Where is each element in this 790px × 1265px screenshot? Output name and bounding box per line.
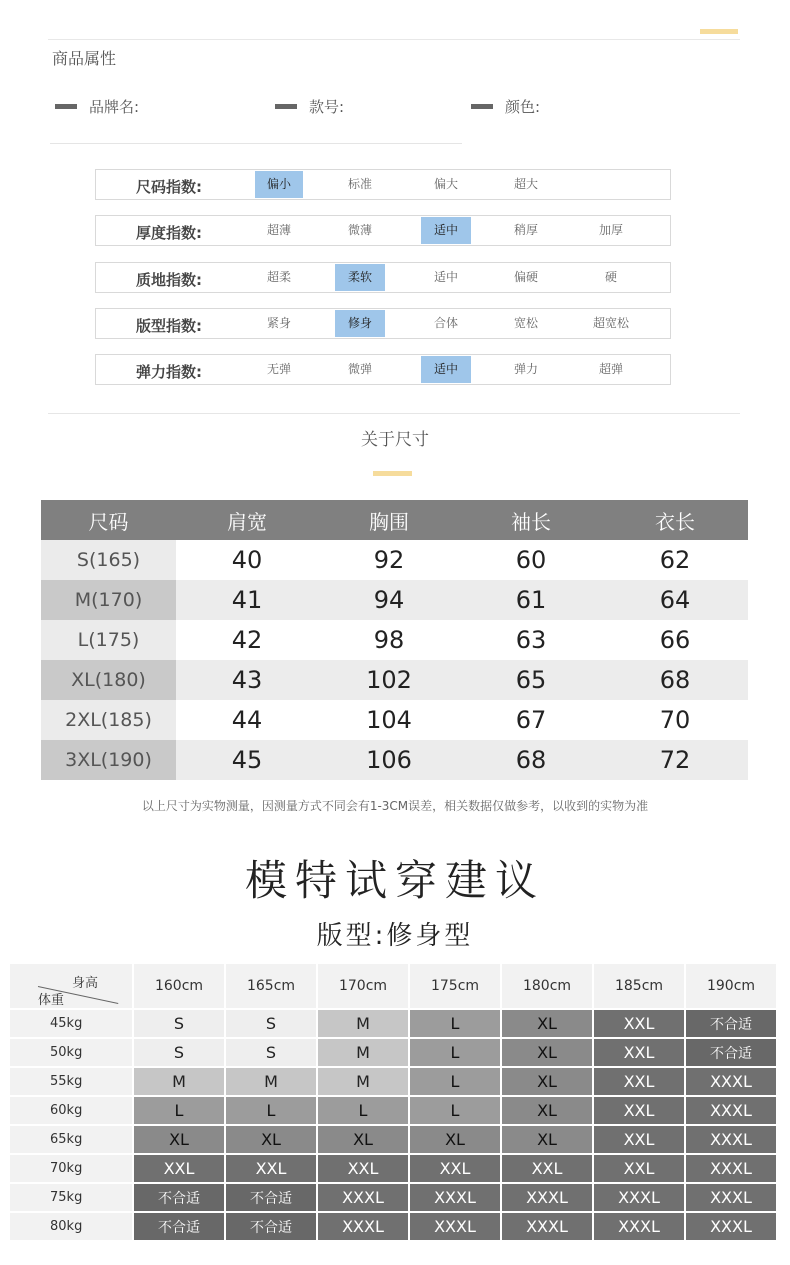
index-option: 宽松 xyxy=(513,316,538,330)
fit-size-cell: XXL xyxy=(134,1155,224,1182)
height-header-cell: 170cm xyxy=(318,964,408,1008)
size-header-cell: 胸围 xyxy=(369,509,409,534)
size-value-cell: 68 xyxy=(659,666,691,694)
weight-label-cell: 45kg xyxy=(10,1010,132,1037)
size-value-cell: 40 xyxy=(231,546,263,574)
size-value-cell: 60 xyxy=(515,546,547,574)
fit-size-cell: S xyxy=(226,1039,316,1066)
weight-label-cell: 60kg xyxy=(10,1097,132,1124)
fit-size-cell: M xyxy=(318,1039,408,1066)
size-value-cell: 68 xyxy=(515,746,547,774)
attr-color: 颜色: xyxy=(471,96,540,117)
model-table-corner xyxy=(10,964,132,1008)
index-row xyxy=(95,169,671,200)
size-value-cell: 106 xyxy=(366,746,412,774)
fit-size-cell: M xyxy=(318,1068,408,1095)
index-option: 硬 xyxy=(604,270,617,284)
size-value-cell: 67 xyxy=(515,706,547,734)
index-option-selected: 柔软 xyxy=(335,264,385,291)
weight-label-cell: 80kg xyxy=(10,1213,132,1240)
model-table-row xyxy=(10,1126,778,1153)
index-option-selected: 偏小 xyxy=(255,171,303,198)
fit-size-cell: XXL xyxy=(594,1010,684,1037)
fit-size-cell: XXL xyxy=(594,1068,684,1095)
corner-height-label: 身高 xyxy=(72,976,99,991)
size-value-cell: 65 xyxy=(515,666,547,694)
size-label-cell: S(165) xyxy=(41,540,176,580)
section-accent-bar xyxy=(373,471,412,476)
fit-size-cell: L xyxy=(410,1010,500,1037)
fit-size-cell: L xyxy=(134,1097,224,1124)
fit-size-cell: XXXL xyxy=(318,1184,408,1211)
index-option: 微弹 xyxy=(347,362,372,376)
model-table-row xyxy=(10,1010,778,1037)
attributes-title: 商品属性 xyxy=(52,49,117,68)
size-table-row xyxy=(41,740,748,780)
fit-size-cell: XL xyxy=(226,1126,316,1153)
size-note: 以上尺寸为实物测量，因测量方式不同会有1-3CM误差，相关数据仅做参考，以收到的实物为准 xyxy=(141,799,649,813)
index-option: 超薄 xyxy=(266,223,291,237)
size-value-cell: 102 xyxy=(366,666,412,694)
attr-style-no: 款号: xyxy=(275,96,344,117)
attributes-divider xyxy=(50,143,462,144)
size-table-body xyxy=(41,540,748,780)
index-label: 弹力指数: xyxy=(136,363,202,381)
index-option: 加厚 xyxy=(598,223,623,237)
index-label: 尺码指数: xyxy=(136,178,202,196)
fit-size-cell: XL xyxy=(134,1126,224,1153)
model-table-row xyxy=(10,1213,778,1240)
fit-size-cell: XXXL xyxy=(686,1097,776,1124)
fit-size-cell: S xyxy=(226,1010,316,1037)
fit-size-cell: XL xyxy=(502,1039,592,1066)
size-value-cell: 104 xyxy=(366,706,412,734)
index-option-selected: 适中 xyxy=(421,356,471,383)
weight-label-cell: 50kg xyxy=(10,1039,132,1066)
model-table-header xyxy=(10,964,778,1008)
size-value-cell: 66 xyxy=(659,626,691,654)
size-value-cell: 64 xyxy=(659,586,691,614)
size-table-header xyxy=(41,500,748,540)
index-option: 超弹 xyxy=(598,362,623,376)
size-label-cell: 2XL(185) xyxy=(41,700,176,740)
model-subtitle: 版型:修身型 xyxy=(316,921,474,951)
section-divider xyxy=(48,413,740,414)
fit-size-cell: XXL xyxy=(318,1155,408,1182)
top-divider xyxy=(48,39,740,40)
index-row xyxy=(95,215,671,246)
fit-size-cell: XXXL xyxy=(410,1184,500,1211)
size-value-cell: 70 xyxy=(659,706,691,734)
weight-label-cell: 55kg xyxy=(10,1068,132,1095)
height-header-cell: 165cm xyxy=(226,964,316,1008)
dash-icon xyxy=(275,104,297,109)
size-label-cell: 3XL(190) xyxy=(41,740,176,780)
index-option: 超柔 xyxy=(266,270,291,284)
size-table-row xyxy=(41,620,748,660)
size-value-cell: 94 xyxy=(373,586,405,614)
size-header-cell: 衣长 xyxy=(655,509,695,534)
index-option: 紧身 xyxy=(266,316,291,330)
index-option: 稍厚 xyxy=(513,223,538,237)
dash-icon xyxy=(471,104,493,109)
index-option-selected: 修身 xyxy=(335,310,385,337)
fit-size-cell: XL xyxy=(502,1097,592,1124)
size-table-row xyxy=(41,700,748,740)
fit-size-cell: XL xyxy=(502,1126,592,1153)
weight-label-cell: 65kg xyxy=(10,1126,132,1153)
index-option: 适中 xyxy=(433,270,458,284)
index-label: 厚度指数: xyxy=(136,224,202,242)
fit-size-cell: XXL xyxy=(594,1126,684,1153)
top-accent-bar xyxy=(700,29,738,34)
index-label: 版型指数: xyxy=(136,317,202,335)
fit-size-cell: L xyxy=(226,1097,316,1124)
size-value-cell: 72 xyxy=(659,746,691,774)
fit-size-cell: XXXL xyxy=(594,1184,684,1211)
index-option: 合体 xyxy=(433,316,458,330)
fit-size-cell: 不合适 xyxy=(226,1184,316,1211)
index-option: 弹力 xyxy=(513,362,538,376)
weight-label-cell: 70kg xyxy=(10,1155,132,1182)
fit-size-cell: XXXL xyxy=(686,1126,776,1153)
index-option: 标准 xyxy=(347,177,372,191)
fit-size-cell: M xyxy=(226,1068,316,1095)
size-label-cell: L(175) xyxy=(41,620,176,660)
fit-size-cell: XL xyxy=(318,1126,408,1153)
model-table-row xyxy=(10,1068,778,1095)
model-title: 模特试穿建议 xyxy=(244,856,545,905)
index-row xyxy=(95,262,671,293)
size-value-cell: 43 xyxy=(231,666,263,694)
size-value-cell: 42 xyxy=(231,626,263,654)
index-option: 超大 xyxy=(513,177,538,191)
dash-icon xyxy=(55,104,77,109)
fit-size-cell: XXL xyxy=(410,1155,500,1182)
model-fit-table xyxy=(10,964,778,1240)
fit-size-cell: 不合适 xyxy=(134,1184,224,1211)
fit-size-cell: XXL xyxy=(594,1097,684,1124)
height-header-cell: 180cm xyxy=(502,964,592,1008)
height-header-cell: 185cm xyxy=(594,964,684,1008)
fit-size-cell: M xyxy=(134,1068,224,1095)
size-value-cell: 41 xyxy=(231,586,263,614)
fit-size-cell: XXXL xyxy=(594,1213,684,1240)
size-value-cell: 92 xyxy=(373,546,405,574)
fit-size-cell: 不合适 xyxy=(686,1010,776,1037)
fit-size-cell: XXXL xyxy=(318,1213,408,1240)
fit-size-cell: S xyxy=(134,1039,224,1066)
weight-label-cell: 75kg xyxy=(10,1184,132,1211)
size-value-cell: 45 xyxy=(231,746,263,774)
size-header-cell: 肩宽 xyxy=(227,509,267,534)
fit-size-cell: L xyxy=(410,1097,500,1124)
fit-size-cell: XXL xyxy=(502,1155,592,1182)
fit-size-cell: M xyxy=(318,1010,408,1037)
model-table-body xyxy=(10,1010,778,1240)
model-table-row xyxy=(10,1097,778,1124)
index-row xyxy=(95,354,671,385)
size-value-cell: 62 xyxy=(659,546,691,574)
size-table-row xyxy=(41,580,748,620)
size-value-cell: 61 xyxy=(515,586,547,614)
fit-size-cell: XXXL xyxy=(502,1213,592,1240)
fit-size-cell: 不合适 xyxy=(686,1039,776,1066)
height-header-cell: 160cm xyxy=(134,964,224,1008)
size-section-title: 关于尺寸 xyxy=(361,430,429,450)
model-table-row xyxy=(10,1155,778,1182)
fit-size-cell: XL xyxy=(502,1010,592,1037)
attr-brand: 品牌名: xyxy=(55,96,139,117)
index-option-selected: 适中 xyxy=(421,217,471,244)
size-value-cell: 98 xyxy=(373,626,405,654)
index-label: 质地指数: xyxy=(136,271,202,289)
fit-size-cell: XXXL xyxy=(502,1184,592,1211)
fit-size-cell: XXL xyxy=(594,1155,684,1182)
model-table-row xyxy=(10,1039,778,1066)
fit-size-cell: S xyxy=(134,1010,224,1037)
model-table-row xyxy=(10,1184,778,1211)
fit-size-cell: XL xyxy=(410,1126,500,1153)
fit-size-cell: XL xyxy=(502,1068,592,1095)
fit-size-cell: L xyxy=(410,1039,500,1066)
size-table-row xyxy=(41,660,748,700)
corner-weight-label: 体重 xyxy=(38,993,65,1008)
size-label-cell: XL(180) xyxy=(41,660,176,700)
fit-size-cell: L xyxy=(410,1068,500,1095)
size-table xyxy=(41,500,748,780)
size-header-cell: 尺码 xyxy=(88,509,129,534)
height-header-cell: 175cm xyxy=(410,964,500,1008)
fit-size-cell: XXXL xyxy=(410,1213,500,1240)
index-option: 无弹 xyxy=(266,362,291,376)
size-header-cell: 袖长 xyxy=(511,509,551,534)
index-option: 偏大 xyxy=(433,177,458,191)
attributes-row xyxy=(55,96,575,118)
fit-size-cell: 不合适 xyxy=(134,1213,224,1240)
size-value-cell: 63 xyxy=(515,626,547,654)
fit-size-cell: L xyxy=(318,1097,408,1124)
height-header-cell: 190cm xyxy=(686,964,776,1008)
size-label-cell: M(170) xyxy=(41,580,176,620)
index-option: 微薄 xyxy=(347,223,372,237)
fit-size-cell: XXL xyxy=(594,1039,684,1066)
size-table-row xyxy=(41,540,748,580)
fit-size-cell: XXXL xyxy=(686,1068,776,1095)
index-option: 超宽松 xyxy=(592,316,629,330)
index-option: 偏硬 xyxy=(513,270,538,284)
fit-size-cell: XXXL xyxy=(686,1184,776,1211)
fit-size-cell: 不合适 xyxy=(226,1213,316,1240)
fit-size-cell: XXXL xyxy=(686,1155,776,1182)
fit-size-cell: XXXL xyxy=(686,1213,776,1240)
index-row xyxy=(95,308,671,339)
fit-size-cell: XXL xyxy=(226,1155,316,1182)
size-value-cell: 44 xyxy=(231,706,263,734)
